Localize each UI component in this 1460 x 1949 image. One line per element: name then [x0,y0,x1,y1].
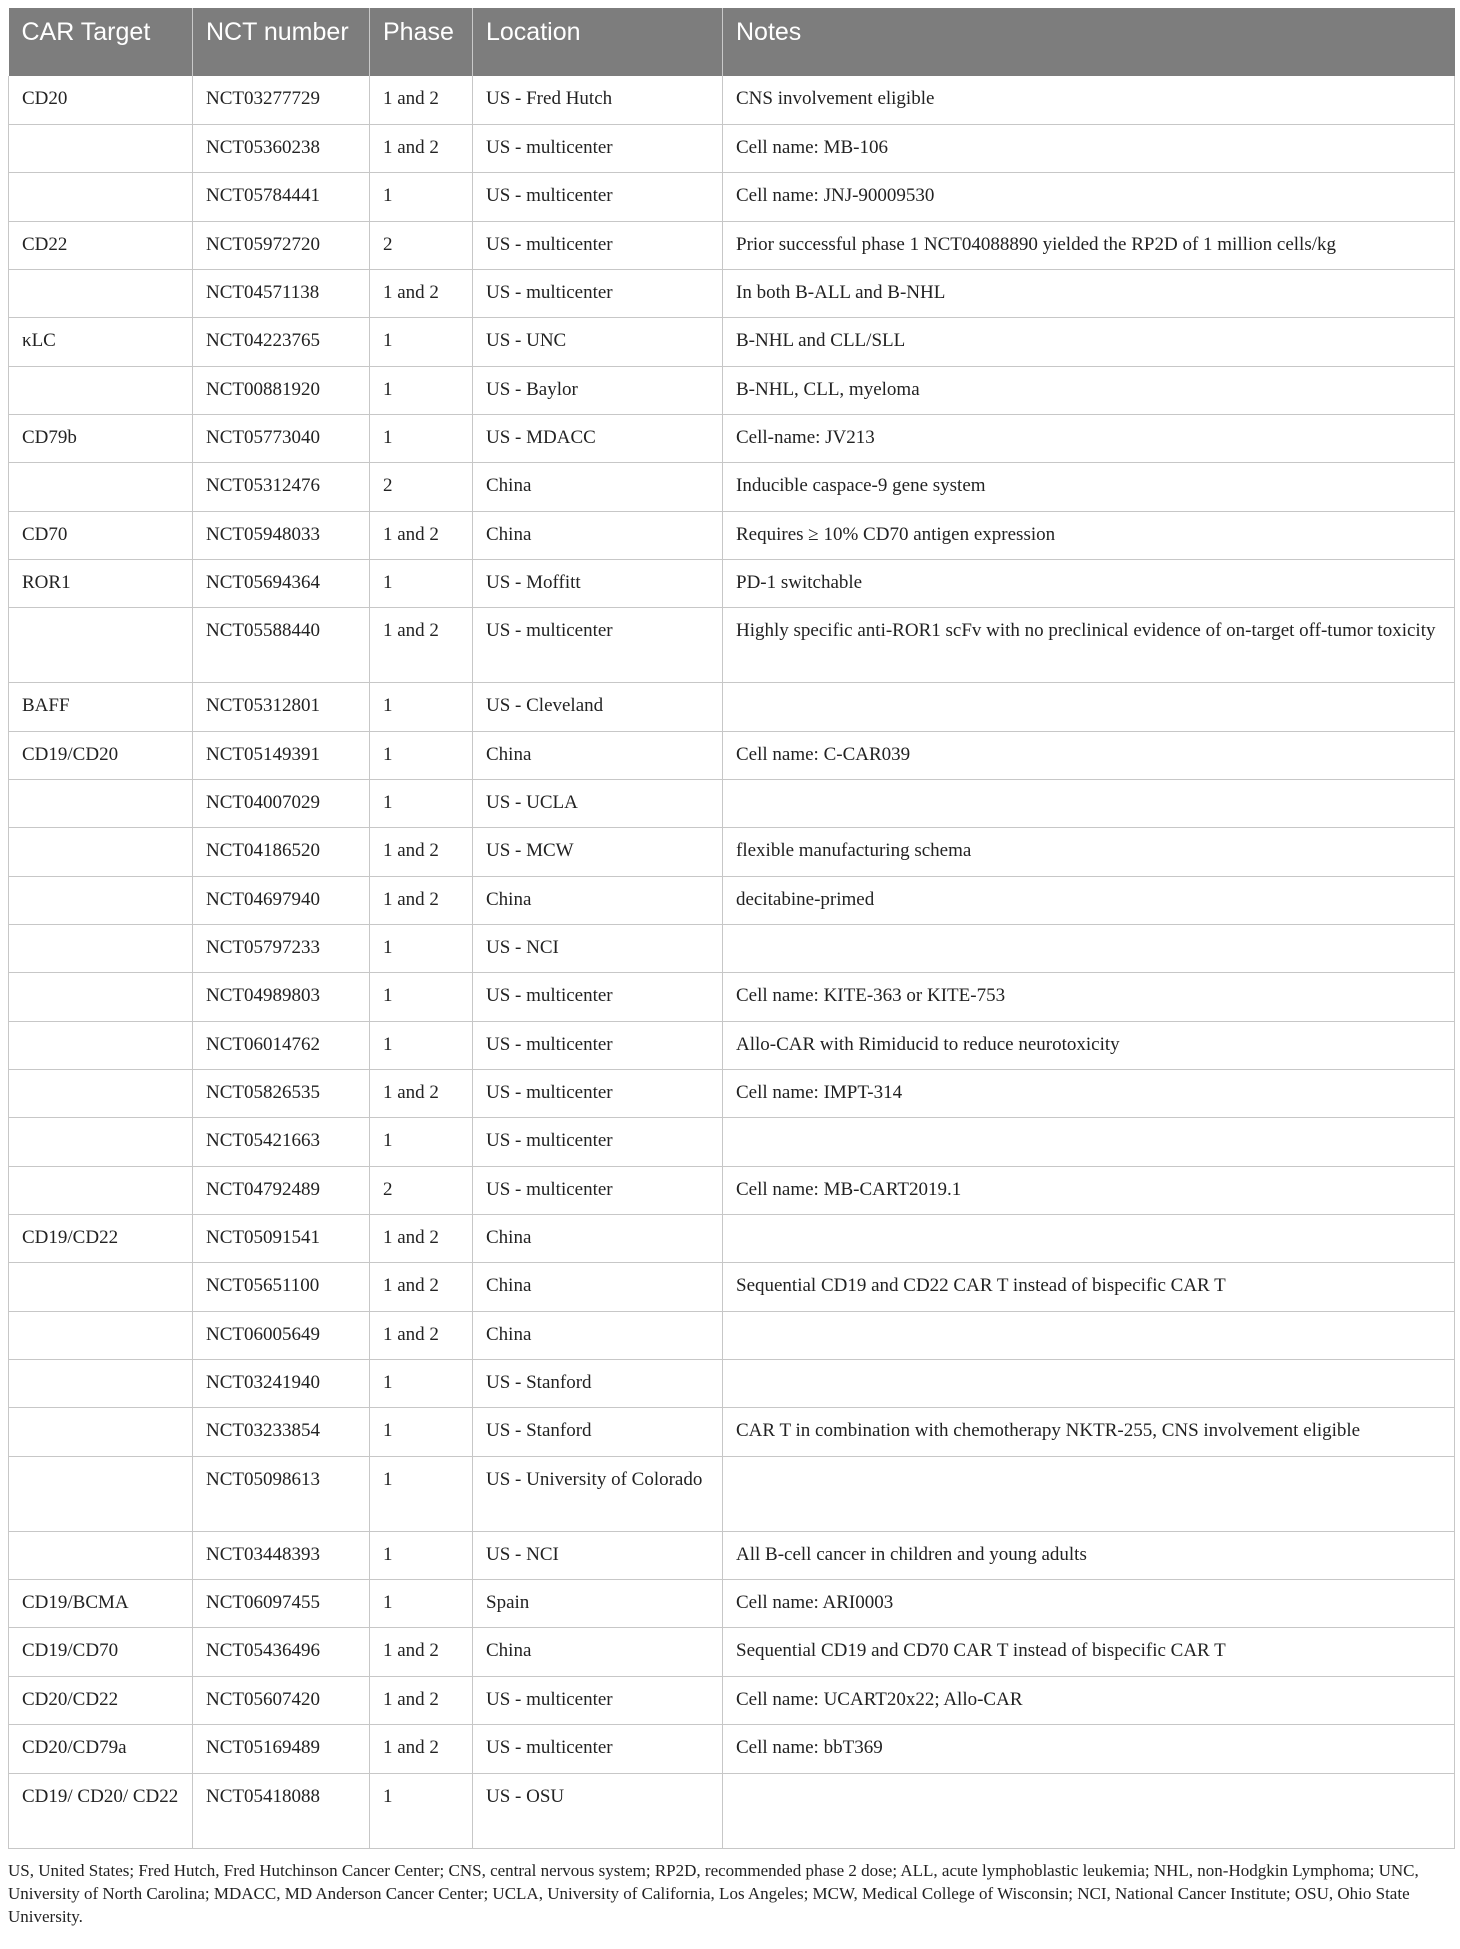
table-row [9,731,1455,779]
header-notes: Notes [723,8,1455,76]
cell-car-target [9,1021,193,1069]
cell-phase: 1 [370,1456,473,1531]
table-row [9,1773,1455,1848]
cell-nct-number: NCT05797233 [193,925,370,973]
header-location: Location [473,8,723,76]
cell-car-target [9,1456,193,1531]
table-row [9,1263,1455,1311]
cell-nct-number: NCT06097455 [193,1580,370,1628]
cell-location: US - multicenter [473,1725,723,1773]
cell-car-target: CD20/CD79a [9,1725,193,1773]
cell-nct-number: NCT03448393 [193,1531,370,1579]
cell-car-target: CD19/CD22 [9,1215,193,1263]
table-row [9,414,1455,462]
cell-notes: Cell name: KITE-363 or KITE-753 [723,973,1455,1021]
cell-location: US - multicenter [473,1021,723,1069]
cell-phase: 1 and 2 [370,876,473,924]
cell-notes [723,779,1455,827]
cell-phase: 1 and 2 [370,1725,473,1773]
table-row [9,1360,1455,1408]
cell-notes: B-NHL and CLL/SLL [723,318,1455,366]
table-row [9,366,1455,414]
cell-location: US - MCW [473,828,723,876]
cell-location: US - UCLA [473,779,723,827]
cell-location: US - Baylor [473,366,723,414]
cell-notes: PD-1 switchable [723,559,1455,607]
cell-location: China [473,511,723,559]
cell-car-target [9,124,193,172]
cell-location: US - Fred Hutch [473,76,723,124]
cell-car-target: CD20/CD22 [9,1676,193,1724]
cell-location: US - NCI [473,1531,723,1579]
cell-car-target [9,173,193,221]
cell-notes: In both B-ALL and B-NHL [723,269,1455,317]
cell-location: US - multicenter [473,1676,723,1724]
header-row [9,8,1455,76]
cell-nct-number: NCT05826535 [193,1070,370,1118]
cell-notes: Cell name: MB-CART2019.1 [723,1166,1455,1214]
cell-phase: 1 [370,1531,473,1579]
cell-notes [723,1456,1455,1531]
cell-phase: 1 and 2 [370,269,473,317]
cell-location: US - University of Colorado [473,1456,723,1531]
cell-phase: 1 and 2 [370,1215,473,1263]
cell-nct-number: NCT05312476 [193,463,370,511]
cell-location: US - UNC [473,318,723,366]
cell-car-target [9,1531,193,1579]
cell-car-target [9,1166,193,1214]
table-row [9,973,1455,1021]
cell-phase: 1 and 2 [370,608,473,683]
table-row [9,1070,1455,1118]
cell-nct-number: NCT05784441 [193,173,370,221]
cell-phase: 1 [370,559,473,607]
cell-location: US - multicenter [473,269,723,317]
cell-nct-number: NCT05360238 [193,124,370,172]
cell-nct-number: NCT05418088 [193,1773,370,1848]
cell-car-target [9,876,193,924]
table-body [9,76,1455,1848]
table-row [9,876,1455,924]
cell-phase: 1 [370,683,473,731]
cell-notes: Inducible caspace-9 gene system [723,463,1455,511]
table-row [9,779,1455,827]
cell-location: Spain [473,1580,723,1628]
cell-location: China [473,1311,723,1359]
cell-location: US - multicenter [473,1166,723,1214]
cell-phase: 1 and 2 [370,1311,473,1359]
cell-notes [723,1118,1455,1166]
cell-car-target: CD19/CD20 [9,731,193,779]
cell-phase: 1 [370,925,473,973]
cell-phase: 2 [370,1166,473,1214]
table-row [9,1408,1455,1456]
cell-notes [723,1311,1455,1359]
table-row [9,1628,1455,1676]
cell-car-target [9,1070,193,1118]
cell-phase: 1 [370,1118,473,1166]
cell-notes: CNS involvement eligible [723,76,1455,124]
cell-phase: 1 and 2 [370,1070,473,1118]
cell-phase: 1 [370,731,473,779]
cell-notes [723,683,1455,731]
cell-phase: 1 [370,318,473,366]
cell-car-target: CD19/BCMA [9,1580,193,1628]
table-row [9,925,1455,973]
cell-car-target: CD22 [9,221,193,269]
cell-notes: Highly specific anti-ROR1 scFv with no preclinical evidence of on-target off-tumor toxicity [723,608,1455,683]
cell-location: US - Stanford [473,1408,723,1456]
cell-location: China [473,463,723,511]
table-row [9,683,1455,731]
cell-notes: Allo-CAR with Rimiducid to reduce neurotoxicity [723,1021,1455,1069]
header-car-target: CAR Target [9,8,193,76]
cell-location: US - Moffitt [473,559,723,607]
table-row [9,1531,1455,1579]
cell-car-target [9,366,193,414]
cell-location: US - multicenter [473,973,723,1021]
cell-phase: 1 and 2 [370,1628,473,1676]
cell-car-target [9,269,193,317]
cell-nct-number: NCT00881920 [193,366,370,414]
table-row [9,1725,1455,1773]
table-header [9,8,1455,76]
table-footnote: US, United States; Fred Hutch, Fred Hutchinson Cancer Center; CNS, central nervous system; RP2D, recommended phase 2 dose; ALL, acute lymphoblastic leukemia; NHL, non-Hodgkin Lymphoma; UNC, University of North Carolina; MDACC, MD Anderson Cancer Center; UCLA, University of California, Los Angeles; MCW, Medical College of Wisconsin; NCI, National Cancer Institute; OSU, Ohio State University. [8,1860,1419,1926]
cell-nct-number: NCT04989803 [193,973,370,1021]
cell-notes [723,1360,1455,1408]
cell-notes [723,1773,1455,1848]
cell-car-target [9,1408,193,1456]
table-row [9,1166,1455,1214]
cell-nct-number: NCT05607420 [193,1676,370,1724]
table-row [9,318,1455,366]
cell-location: US - Stanford [473,1360,723,1408]
cell-location: US - multicenter [473,173,723,221]
header-nct-number: NCT number [193,8,370,76]
table-row [9,1118,1455,1166]
cell-phase: 1 [370,414,473,462]
cell-location: US - multicenter [473,1070,723,1118]
cell-nct-number: NCT05588440 [193,608,370,683]
table-row [9,511,1455,559]
cell-nct-number: NCT05436496 [193,1628,370,1676]
cell-location: US - OSU [473,1773,723,1848]
cell-phase: 1 and 2 [370,1263,473,1311]
cell-notes: Cell name: bbT369 [723,1725,1455,1773]
table-row [9,608,1455,683]
cell-nct-number: NCT04007029 [193,779,370,827]
cell-notes [723,1215,1455,1263]
table-row [9,1215,1455,1263]
document [8,8,1454,1928]
trials-table [8,8,1455,1849]
cell-car-target [9,1118,193,1166]
cell-car-target [9,608,193,683]
cell-nct-number: NCT04792489 [193,1166,370,1214]
cell-location: China [473,876,723,924]
cell-nct-number: NCT05091541 [193,1215,370,1263]
cell-nct-number: NCT05694364 [193,559,370,607]
cell-notes: Cell name: MB-106 [723,124,1455,172]
cell-notes: B-NHL, CLL, myeloma [723,366,1455,414]
cell-nct-number: NCT04697940 [193,876,370,924]
cell-car-target [9,1311,193,1359]
table-row [9,221,1455,269]
cell-phase: 2 [370,463,473,511]
cell-location: US - multicenter [473,124,723,172]
cell-notes: Prior successful phase 1 NCT04088890 yielded the RP2D of 1 million cells/kg [723,221,1455,269]
cell-car-target: ROR1 [9,559,193,607]
cell-car-target: CD70 [9,511,193,559]
cell-phase: 1 and 2 [370,76,473,124]
table-row [9,124,1455,172]
table-row [9,1676,1455,1724]
cell-location: US - Cleveland [473,683,723,731]
cell-nct-number: NCT05773040 [193,414,370,462]
cell-car-target: CD79b [9,414,193,462]
cell-car-target: CD19/CD70 [9,1628,193,1676]
cell-nct-number: NCT03277729 [193,76,370,124]
cell-nct-number: NCT05149391 [193,731,370,779]
cell-notes: Cell name: JNJ-90009530 [723,173,1455,221]
table-row [9,559,1455,607]
cell-nct-number: NCT05169489 [193,1725,370,1773]
cell-car-target [9,1263,193,1311]
cell-location: US - multicenter [473,1118,723,1166]
cell-location: China [473,1263,723,1311]
cell-phase: 1 [370,1360,473,1408]
cell-nct-number: NCT05312801 [193,683,370,731]
cell-car-target [9,925,193,973]
cell-phase: 2 [370,221,473,269]
cell-notes: Cell name: UCART20x22; Allo-CAR [723,1676,1455,1724]
table-row [9,463,1455,511]
cell-nct-number: NCT03233854 [193,1408,370,1456]
cell-location: China [473,1628,723,1676]
cell-nct-number: NCT05098613 [193,1456,370,1531]
cell-car-target: κLC [9,318,193,366]
table-row [9,1021,1455,1069]
cell-notes: flexible manufacturing schema [723,828,1455,876]
cell-nct-number: NCT04571138 [193,269,370,317]
cell-car-target [9,1360,193,1408]
cell-phase: 1 [370,1773,473,1848]
cell-nct-number: NCT04223765 [193,318,370,366]
cell-car-target [9,463,193,511]
cell-nct-number: NCT04186520 [193,828,370,876]
cell-nct-number: NCT05421663 [193,1118,370,1166]
cell-notes: Cell name: IMPT-314 [723,1070,1455,1118]
cell-location: US - multicenter [473,221,723,269]
cell-notes: Sequential CD19 and CD70 CAR T instead of bispecific CAR T [723,1628,1455,1676]
cell-nct-number: NCT05972720 [193,221,370,269]
cell-phase: 1 and 2 [370,511,473,559]
cell-nct-number: NCT05948033 [193,511,370,559]
cell-notes: decitabine-primed [723,876,1455,924]
cell-phase: 1 [370,366,473,414]
cell-car-target [9,828,193,876]
cell-location: China [473,1215,723,1263]
cell-phase: 1 [370,973,473,1021]
table-row [9,1456,1455,1531]
table-row [9,1311,1455,1359]
table-row [9,76,1455,124]
cell-car-target: CD19/ CD20/ CD22 [9,1773,193,1848]
cell-notes: Requires ≥ 10% CD70 antigen expression [723,511,1455,559]
cell-location: US - multicenter [473,608,723,683]
cell-phase: 1 and 2 [370,828,473,876]
cell-notes: Sequential CD19 and CD22 CAR T instead of bispecific CAR T [723,1263,1455,1311]
table-row [9,269,1455,317]
cell-phase: 1 [370,1021,473,1069]
header-phase: Phase [370,8,473,76]
cell-notes: Cell-name: JV213 [723,414,1455,462]
cell-phase: 1 [370,1580,473,1628]
cell-car-target [9,973,193,1021]
cell-car-target: BAFF [9,683,193,731]
cell-phase: 1 and 2 [370,1676,473,1724]
cell-phase: 1 and 2 [370,124,473,172]
table-row [9,1580,1455,1628]
cell-phase: 1 [370,173,473,221]
table-row [9,173,1455,221]
cell-notes [723,925,1455,973]
cell-car-target [9,779,193,827]
cell-nct-number: NCT05651100 [193,1263,370,1311]
cell-phase: 1 [370,779,473,827]
cell-phase: 1 [370,1408,473,1456]
cell-nct-number: NCT03241940 [193,1360,370,1408]
cell-notes: All B-cell cancer in children and young adults [723,1531,1455,1579]
cell-location: China [473,731,723,779]
cell-notes: CAR T in combination with chemotherapy NKTR-255, CNS involvement eligible [723,1408,1455,1456]
cell-car-target: CD20 [9,76,193,124]
cell-nct-number: NCT06014762 [193,1021,370,1069]
cell-notes: Cell name: ARI0003 [723,1580,1455,1628]
cell-nct-number: NCT06005649 [193,1311,370,1359]
cell-location: US - NCI [473,925,723,973]
cell-notes: Cell name: C-CAR039 [723,731,1455,779]
cell-location: US - MDACC [473,414,723,462]
table-row [9,828,1455,876]
